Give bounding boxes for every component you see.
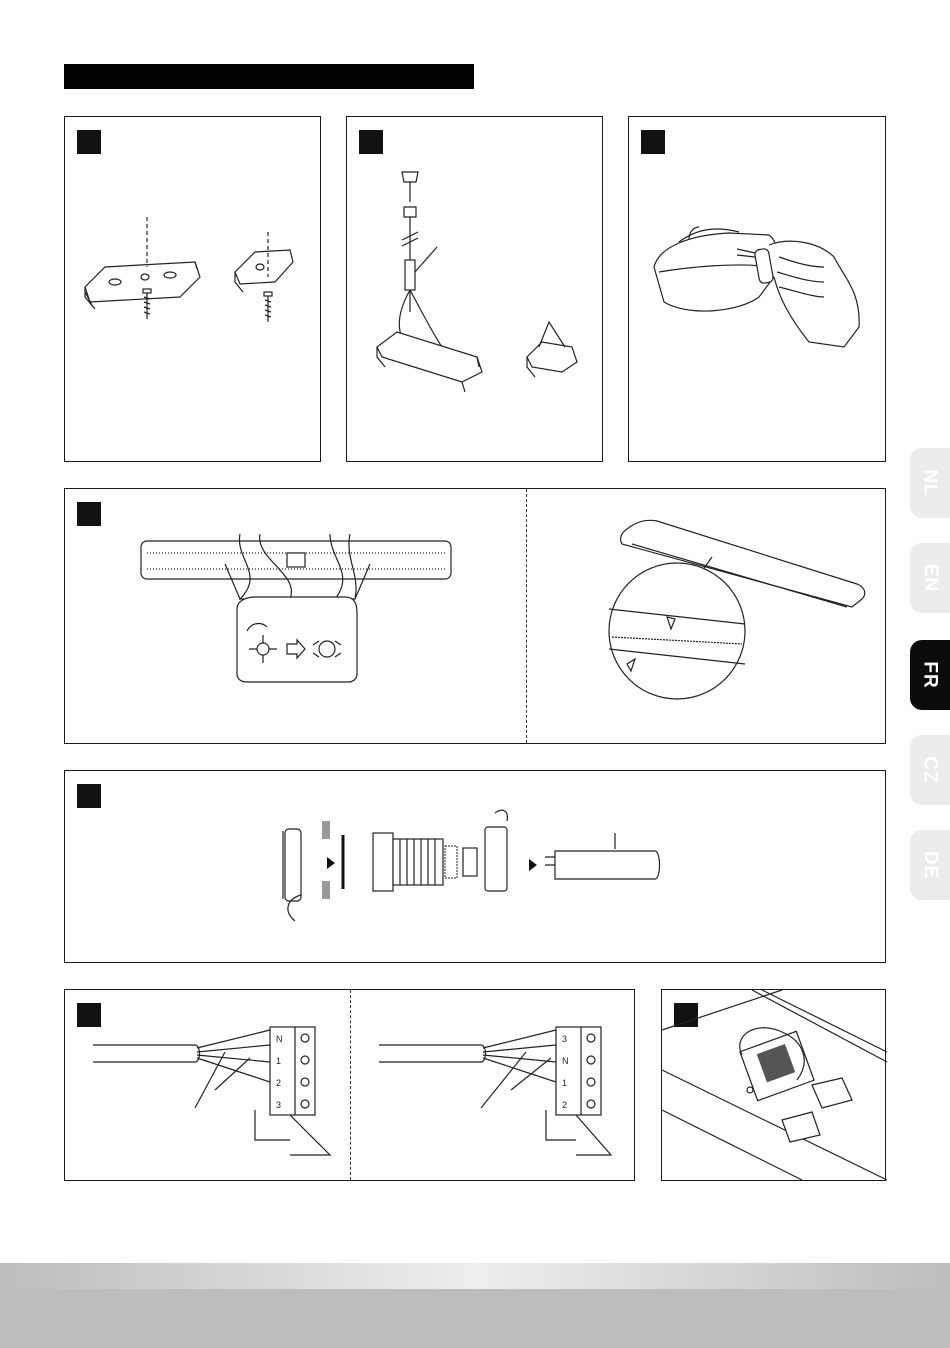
footer-gradient-strip bbox=[0, 1263, 950, 1289]
terminal-label-2: 2 bbox=[562, 1100, 568, 1110]
wiring-right-illustration bbox=[351, 990, 636, 1180]
terminal-label-3: 3 bbox=[562, 1034, 568, 1044]
step-panel-suspension-mount bbox=[346, 116, 603, 462]
terminal-label-1: 1 bbox=[562, 1078, 568, 1088]
terminal-label-2: 2 bbox=[276, 1078, 282, 1088]
language-tab-label: NL bbox=[919, 469, 941, 497]
language-tab-label: DE bbox=[920, 850, 941, 880]
end-cap-hand-illustration bbox=[629, 117, 887, 463]
cable-gland-exploded-illustration bbox=[65, 771, 887, 964]
step-panel-cable-gland bbox=[64, 770, 886, 963]
luminaire-top-view-illustration bbox=[65, 489, 525, 743]
section-title-bar bbox=[64, 64, 474, 89]
language-tab-label: CZ bbox=[919, 756, 941, 784]
wiring-left-illustration bbox=[65, 990, 350, 1180]
terminal-label-3: 3 bbox=[276, 1100, 282, 1110]
terminal-label-n: N bbox=[276, 1034, 283, 1044]
luminaire-interior-illustration bbox=[662, 990, 887, 1180]
suspension-cable-illustration bbox=[347, 117, 604, 463]
language-tab-cz[interactable] bbox=[910, 735, 950, 805]
step-panel-ceiling-mount bbox=[64, 116, 321, 462]
language-tab-nl[interactable] bbox=[910, 448, 950, 518]
language-tab-de[interactable] bbox=[910, 830, 950, 900]
mounting-bracket-screw-illustration bbox=[65, 117, 322, 463]
page-footer-band bbox=[0, 1263, 950, 1348]
step-panel-wiring bbox=[64, 989, 635, 1181]
step-panel-opening-luminaire bbox=[64, 488, 886, 744]
terminal-label-n: N bbox=[562, 1056, 569, 1066]
luminaire-side-clip-illustration bbox=[527, 489, 887, 743]
terminal-label-1: 1 bbox=[276, 1056, 282, 1066]
step-panel-end-cap bbox=[628, 116, 886, 462]
language-tab-label: EN bbox=[920, 563, 941, 593]
step-panel-closing bbox=[661, 989, 886, 1181]
language-tab-fr[interactable] bbox=[910, 640, 950, 710]
language-tab-label: FR bbox=[919, 661, 941, 689]
language-tab-en[interactable] bbox=[910, 543, 950, 613]
